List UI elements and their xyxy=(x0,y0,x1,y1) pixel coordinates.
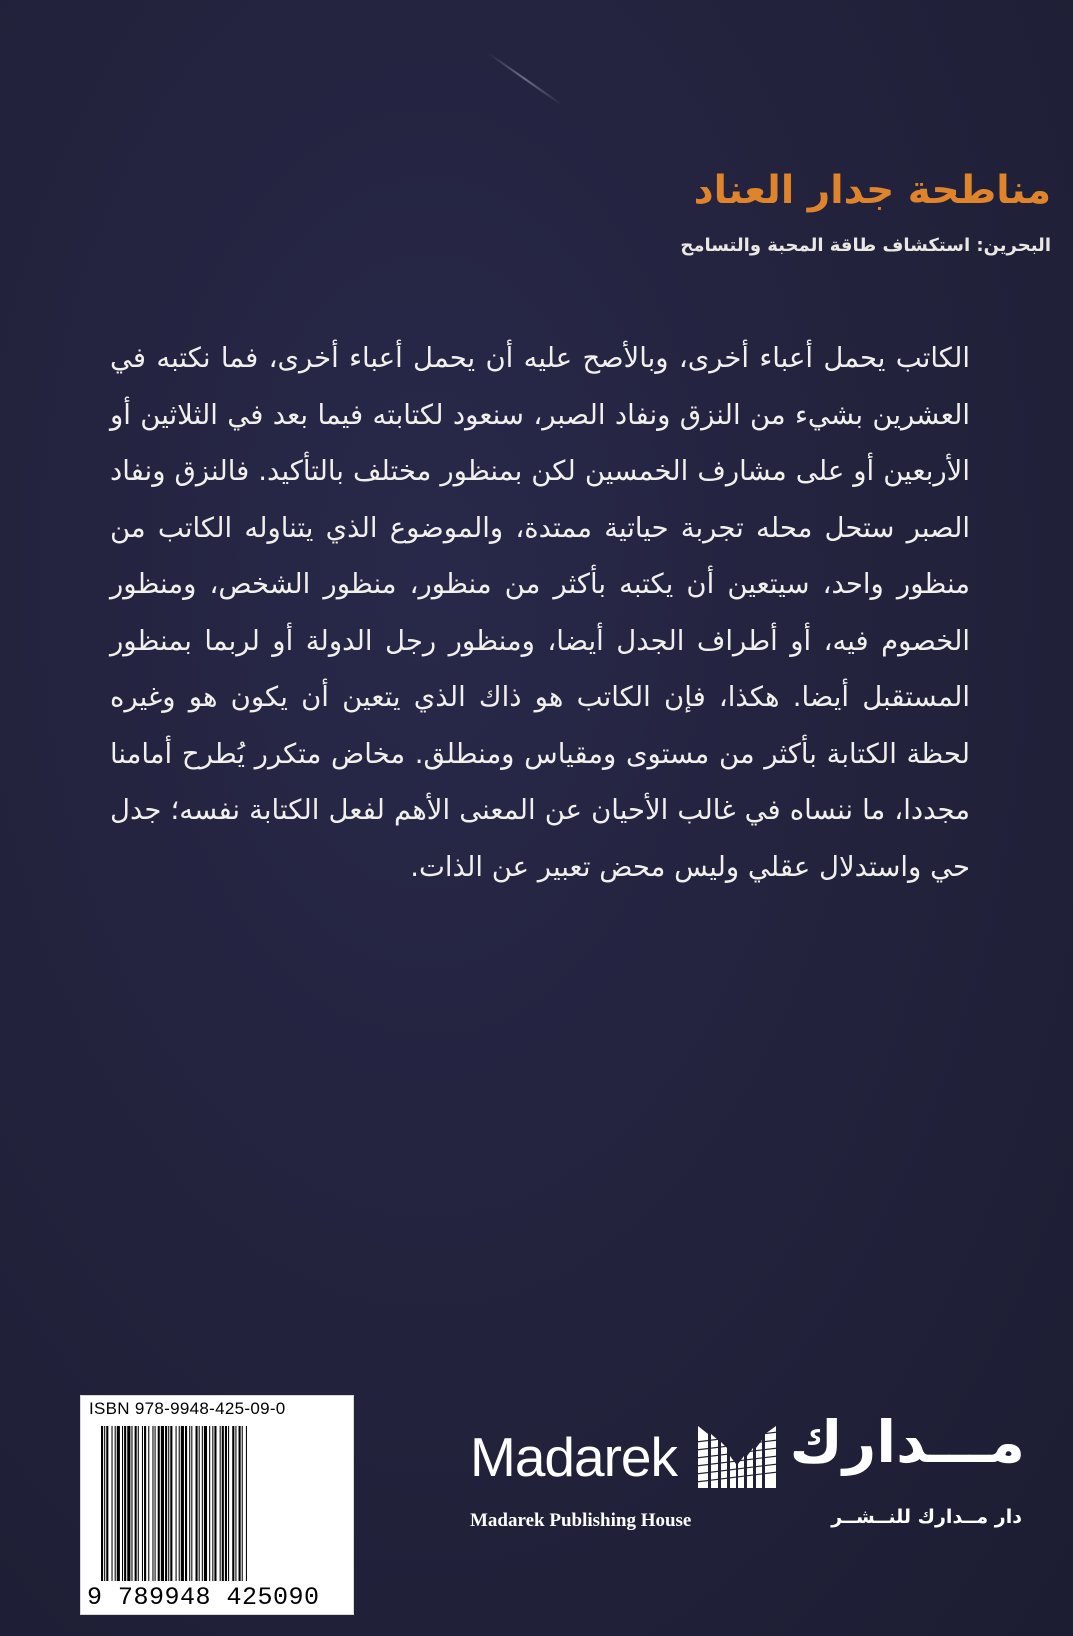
barcode-bar xyxy=(242,1426,243,1581)
barcode-bar xyxy=(232,1426,234,1581)
barcode-bar xyxy=(228,1426,229,1581)
cover-scratch xyxy=(488,52,563,105)
barcode-bar xyxy=(209,1426,210,1581)
barcode-bar xyxy=(131,1426,132,1581)
barcode-bar xyxy=(142,1426,143,1581)
barcode-bar xyxy=(189,1426,190,1581)
barcode-bar xyxy=(106,1426,108,1581)
barcode-bar xyxy=(168,1426,169,1581)
barcode-bar xyxy=(196,1426,198,1581)
back-cover-blurb: الكاتب يحمل أعباء أخرى، وبالأصح عليه أن يحمل أعباء أخرى، فما نكتبه في العشرين بشيء من النزق ونفاد الصبر، سنعود لكتابته فيما بعد في الثلاثين أو الأربعين أو على مشارف الخمسين لكن بمنظور مختلف بالتأكيد. فالنزق ونفاد الصبر ستحل محله تجربة حياتية ممتدة، والموضوع الذي يتناوله الكاتب من منظور واحد، سيتعين أن يكتبه بأكثر من منظور، منظور الشخص، ومنظور الخصوم فيه، أو أطراف الجدل أيضا، ومنظور رجل الدولة أو لربما بمنظور المستقبل أيضا. هكذا، فإن الكاتب هو ذاك الذي يتعين أن يكون هو وغيره لحظة الكتابة بأكثر من مستوى ومقياس ومنطلق. مخاض متكرر يُطرح أمامنا مجددا، ما ننساه في غالب الأحيان عن المعنى الأهم لفعل الكتابة نفسه؛ جدل حي واستدلال عقلي وليس محض تعبير عن الذات. xyxy=(110,342,970,883)
barcode-bar xyxy=(165,1426,167,1581)
barcode-bar xyxy=(191,1426,192,1581)
barcode-bar xyxy=(158,1426,160,1581)
isbn-barcode xyxy=(80,1395,354,1615)
barcode-bar xyxy=(214,1426,216,1581)
publisher-logo-latin: Madarek xyxy=(470,1426,677,1488)
barcode-bar xyxy=(202,1426,203,1581)
barcode-bar xyxy=(135,1426,137,1581)
barcode-bar xyxy=(239,1426,241,1581)
barcode-bar xyxy=(138,1426,139,1581)
publisher-name-english: Madarek Publishing House xyxy=(470,1510,692,1531)
barcode-bar xyxy=(212,1426,213,1581)
barcode-bar xyxy=(246,1426,247,1581)
isbn-label: ISBN 978-9948-425-09-0 xyxy=(89,1399,286,1418)
barcode-bar xyxy=(124,1426,126,1581)
barcode-digits: 9 789948 425090 xyxy=(87,1583,320,1612)
book-title: مناطحة جدار العناد xyxy=(693,168,1051,213)
barcode-bar xyxy=(148,1426,149,1581)
barcode-bars xyxy=(101,1426,331,1581)
barcode-bar xyxy=(179,1426,180,1581)
barcode-bar xyxy=(222,1426,224,1581)
barcode-bar xyxy=(235,1426,236,1581)
barcode-bar xyxy=(225,1426,227,1581)
barcode-bar xyxy=(185,1426,187,1581)
barcode-bar xyxy=(155,1426,156,1581)
barcode-bar xyxy=(144,1426,146,1581)
publisher-name-arabic: دار مــدارك للنــشــر xyxy=(831,1506,1022,1528)
barcode-bar xyxy=(170,1426,172,1581)
madarek-m-mark-icon xyxy=(696,1422,778,1490)
barcode-bar xyxy=(115,1426,116,1581)
barcode-bar xyxy=(112,1426,113,1581)
barcode-bar xyxy=(152,1426,153,1581)
barcode-bar xyxy=(161,1426,164,1581)
barcode-bar xyxy=(176,1426,177,1581)
barcode-bar xyxy=(127,1426,130,1581)
barcode-bar xyxy=(199,1426,200,1581)
barcode-bar xyxy=(117,1426,120,1581)
barcode-bar xyxy=(104,1426,105,1581)
barcode-bar xyxy=(181,1426,184,1581)
barcode-bar xyxy=(204,1426,207,1581)
barcode-bar xyxy=(122,1426,123,1581)
book-subtitle: البحرين: استكشاف طاقة المحبة والتسامح xyxy=(680,235,1051,256)
barcode-bar xyxy=(101,1426,103,1581)
barcode-bar xyxy=(220,1426,221,1581)
publisher-logo-arabic: مـــدارك xyxy=(789,1408,1025,1476)
